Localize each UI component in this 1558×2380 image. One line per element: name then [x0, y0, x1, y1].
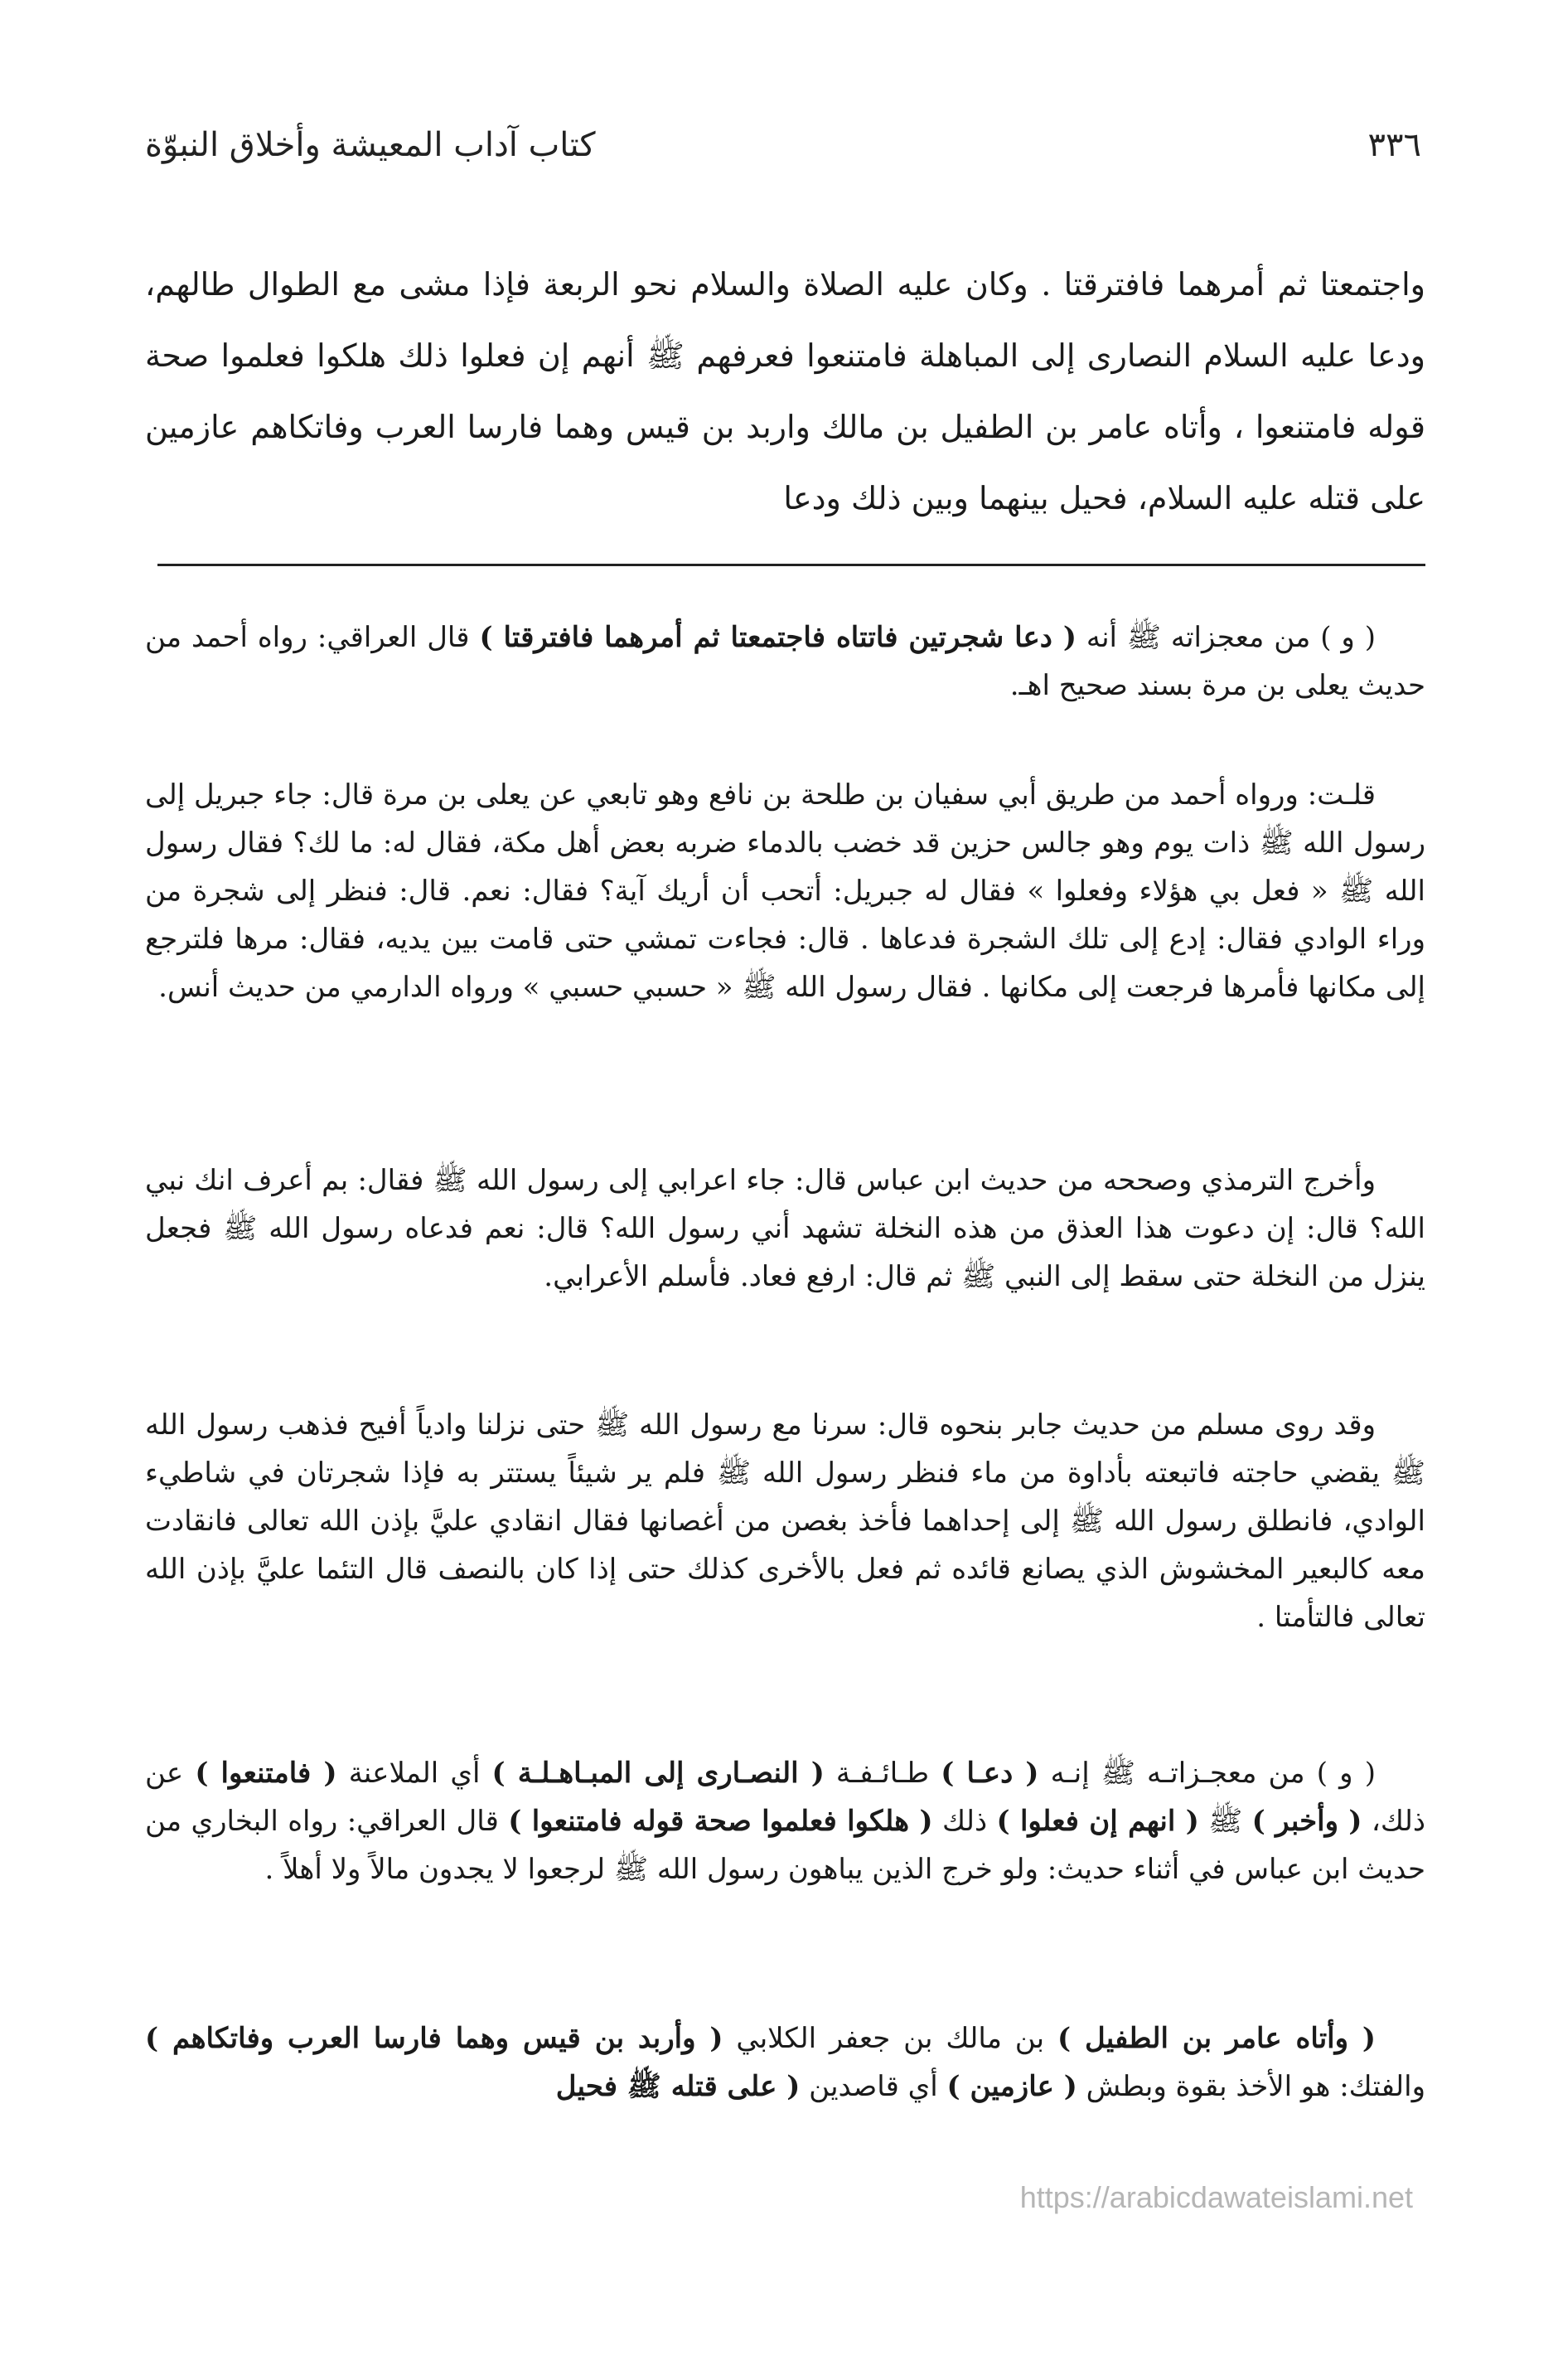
book-title: كتاب آداب المعيشة وأخلاق النبوّة: [145, 126, 596, 164]
quoted-matn: ( النصـارى إلى المبـاهـلـة ): [491, 1757, 825, 1790]
text-run: ( و ) من معجـزاتـه ﷺ إنـه: [1038, 1757, 1376, 1790]
separator-rule: [157, 564, 1425, 566]
quoted-matn: ( عازمين ): [946, 2070, 1077, 2103]
quoted-matn: ( على قتله ﷺ فحيل: [555, 2070, 801, 2103]
quoted-matn: ( دعـا ): [941, 1757, 1039, 1790]
quoted-matn: ( انهم إن فعلوا ): [996, 1805, 1199, 1838]
page-header: [145, 116, 1421, 174]
main-text: واجتمعتا ثم أمرهما فافترقتا . وكان عليه الصلاة والسلام نحو الربعة فإذا مشى مع الطوال طالهم، ودعا عليه السلام النصارى إلى المباهلة فامتنعوا فعرفهم ﷺ أنهم إن فعلوا ذلك هلكوا فعلموا صحة قوله فامتنعوا ، وأتاه عامر بن الطفيل بن مالك واربد بن قيس وهما فارسا العرب وفاتكاهم عازمين على قتله عليه السلام، فحيل بينهما وبين ذلك ودعا: [145, 266, 1426, 516]
text-run: ذلك: [932, 1805, 997, 1838]
commentary-paragraph-4: وقد روى مسلم من حديث جابر بنحوه قال: سرنا مع رسول الله ﷺ حتى نزلنا وادياً أفيح فذهب رسول الله ﷺ يقضي حاجته فاتبعته بأداوة من ماء فنظر رسول الله ﷺ فلم ير شيئاً يستتر به فإذا شجرتان في شاطيء الوادي، فانطلق رسول الله ﷺ إلى إحداهما فأخذ بغصن من أغصانها فقال انقادي عليَّ بإذن الله تعالى فانقادت معه كالبعير المخشوش الذي يصانع قائده ثم فعل بالأخرى كذلك حتى إذا كان بالنصف قال التئما عليَّ بإذن الله تعالى فالتأمتا .: [145, 1408, 1425, 1634]
website-watermark: https://arabicdawateislami.net: [1019, 2180, 1413, 2214]
text-run: أي الملاعنة: [336, 1757, 492, 1790]
quoted-matn: ( فامتنعوا ): [195, 1757, 337, 1790]
quoted-matn: ( وأتاه عامر بن الطفيل ): [1057, 2022, 1377, 2055]
text-run: ( و ) من معجزاته ﷺ أنه: [1076, 621, 1376, 654]
text-run: بن مالك بن جعفر الكلابي: [723, 2022, 1058, 2055]
text-run: قال العراقي: رواه البخاري من حديث ابن عباس في أثناء حديث: ولو خرج الذين يباهون رسول الله ﷺ لرجعوا لا يجدون مالاً ولا أهلاً .: [145, 1805, 1425, 1886]
commentary-paragraph-5: [145, 1749, 1425, 1893]
text-run: طـائـفـة: [824, 1757, 941, 1790]
quoted-matn: ( وأخبر ): [1251, 1805, 1362, 1838]
commentary-paragraph-6: [145, 2014, 1425, 2111]
page-number: ٣٣٦: [1367, 126, 1421, 164]
text-run: والفتك: هو الأخذ بقوة وبطش: [1077, 2070, 1425, 2103]
quoted-matn: ( هلكوا فعلموا صحة قوله فامتنعوا ): [508, 1805, 933, 1838]
commentary-paragraph-1: [145, 613, 1425, 710]
text-run: ﷺ: [1198, 1805, 1252, 1838]
text-run: أي قاصدين: [800, 2070, 947, 2103]
quoted-matn: ( وأربد بن قيس وهما فارسا العرب وفاتكاهم ): [145, 2022, 723, 2055]
quoted-matn: ( دعا شجرتين فاتتاه فاجتمعتا ثم أمرهما فافترقتا ): [479, 621, 1077, 654]
text-run: عن ذلك،: [145, 1757, 1425, 1838]
text-run: قال العراقي: رواه أحمد من حديث يعلى بن مرة بسند صحيح اهـ.: [145, 621, 1425, 702]
commentary-paragraph-2: قلـت: ورواه أحمد من طريق أبي سفيان بن طلحة بن نافع وهو تابعي عن يعلى بن مرة قال: جاء جبريل إلى رسول الله ﷺ ذات يوم وهو جالس حزين قد خضب بالدماء ضربه بعض أهل مكة، فقال له: ما لك؟ فقال رسول الله ﷺ « فعل بي هؤلاء وفعلوا » فقال له جبريل: أتحب أن أريك آية؟ فقال: نعم. قال: فنظر إلى شجرة من وراء الوادي فقال: إدع إلى تلك الشجرة فدعاها . قال: فجاءت تمشي حتى قامت بين يديه، فقال: مرها فلترجع إلى مكانها فأمرها فرجعت إلى مكانها . فقال رسول الله ﷺ « حسبي حسبي » ورواه الدارمي من حديث أنس.: [145, 778, 1425, 1004]
commentary-paragraph-3: وأخرج الترمذي وصححه من حديث ابن عباس قال: جاء اعرابي إلى رسول الله ﷺ فقال: بم أعرف انك نبي الله؟ قال: إن دعوت هذا العذق من هذه النخلة تشهد أني رسول الله؟ قال: نعم فدعاه رسول الله ﷺ فجعل ينزل من النخلة حتى سقط إلى النبي ﷺ ثم قال: ارفع فعاد. فأسلم الأعرابي.: [145, 1164, 1425, 1293]
